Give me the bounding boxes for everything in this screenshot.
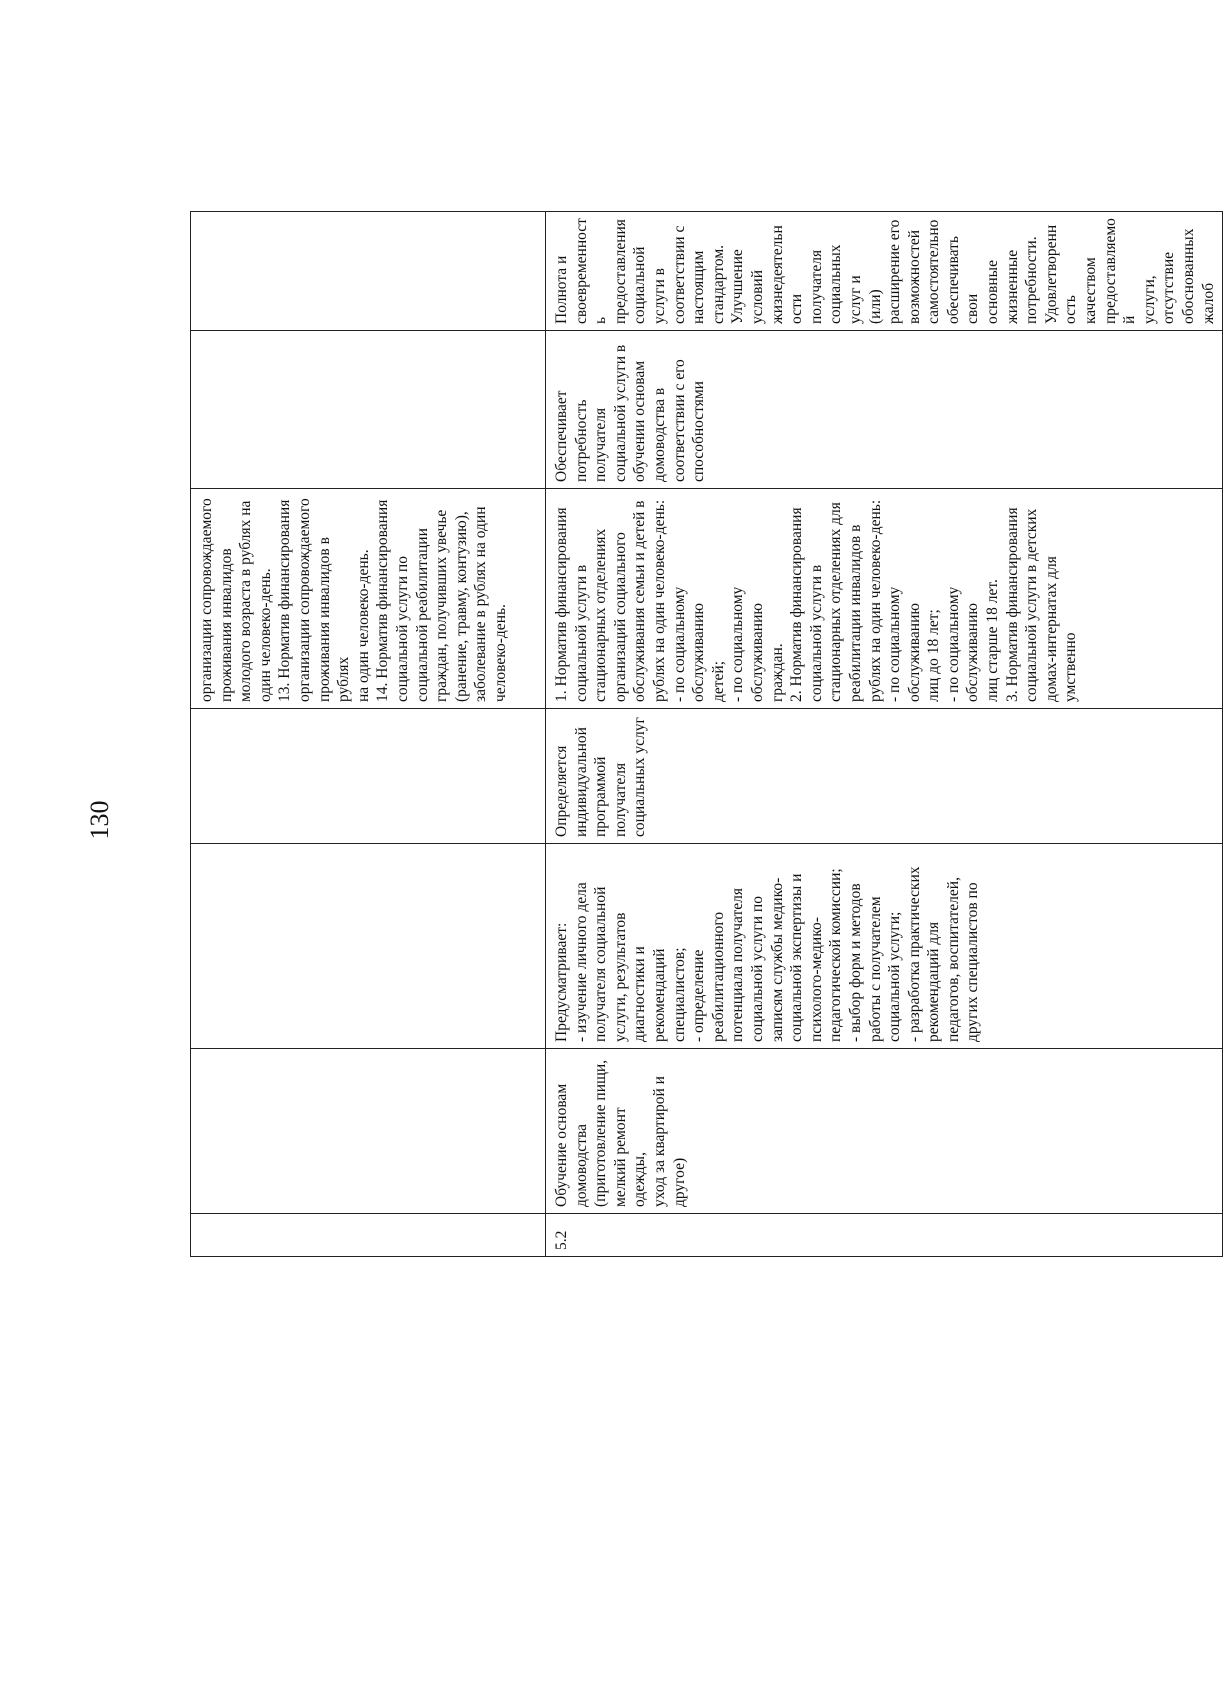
cell-service-content bbox=[191, 844, 546, 1049]
rotated-table-area bbox=[190, 212, 1217, 1257]
page-number: 130 bbox=[85, 800, 114, 840]
cell-evaluation bbox=[191, 212, 546, 331]
cell-number bbox=[191, 1214, 546, 1257]
cell-financing-norm: 1. Норматив финансирования социальной услуги в стационарных отделениях организаций социального обслуживания семьи и детей в рублях на один человеко-день: - по социальному обслуживанию детей; - по социальному обслуживанию граждан. 2. Норматив финансирования социальной услуги в стационарных отделениях для реабилитации инвалидов в рублях на один человеко-день: - по социальному обслуживанию лиц до 18 лет; - по социальному обслуживанию лиц старше 18 лет. 3. Норматив финансирования социальной услуги в детских домах-интернатах для умственно bbox=[546, 489, 1223, 709]
standards-table bbox=[190, 211, 1223, 1257]
cell-term: Определяется индивидуальной программой получателя социальных услуг bbox=[546, 709, 1223, 844]
table-row bbox=[546, 212, 1223, 1257]
cell-financing-norm: организации сопровождаемого проживания инвалидов молодого возраста в рублях на один человеко-день. 13. Норматив финансирования организации сопровождаемого проживания инвалидов в рублях на один человеко-день. 14. Норматив финансирования социальной услуги по социальной реабилитации граждан, получивших увечье (ранение, травму, контузию), заболевание в рублях на один человеко-день. bbox=[191, 489, 546, 709]
cell-service-name: Обучение основам домоводства (приготовление пищи, мелкий ремонт одежды, уход за квартирой и другое) bbox=[546, 1049, 1223, 1214]
cell-term bbox=[191, 709, 546, 844]
cell-quality-indicators: Обеспечивает потребность получателя социальной услуги в обучении основам домоводства в соответствии с его способностями bbox=[546, 331, 1223, 489]
cell-number: 5.2 bbox=[546, 1214, 1223, 1257]
cell-evaluation: Полнота и своевременность предоставления социальной услуги в соответствии с настоящим стандартом. Улучшение условий жизнедеятельности получателя социальных услуг и (или) расширение его возможностей самостоятельно обеспечивать свои основные жизненные потребности. Удовлетворенность качеством предоставляемой услуги, отсутствие обоснованных жалоб bbox=[546, 212, 1223, 331]
cell-service-name bbox=[191, 1049, 546, 1214]
cell-quality-indicators bbox=[191, 331, 546, 489]
cell-service-content: Предусматривает: - изучение личного дела получателя социальной услуги, результатов диагностики и рекомендаций специалистов; - определение реабилитационного потенциала получателя социальной услуги по записям службы медико- социальной экспертизы и психолого-медико- педагогической комиссии; - выбор форм и методов работы с получателем социальной услуги; - разработка практических рекомендаций для педагогов, воспитателей, других специалистов по bbox=[546, 844, 1223, 1049]
table-row bbox=[191, 212, 546, 1257]
